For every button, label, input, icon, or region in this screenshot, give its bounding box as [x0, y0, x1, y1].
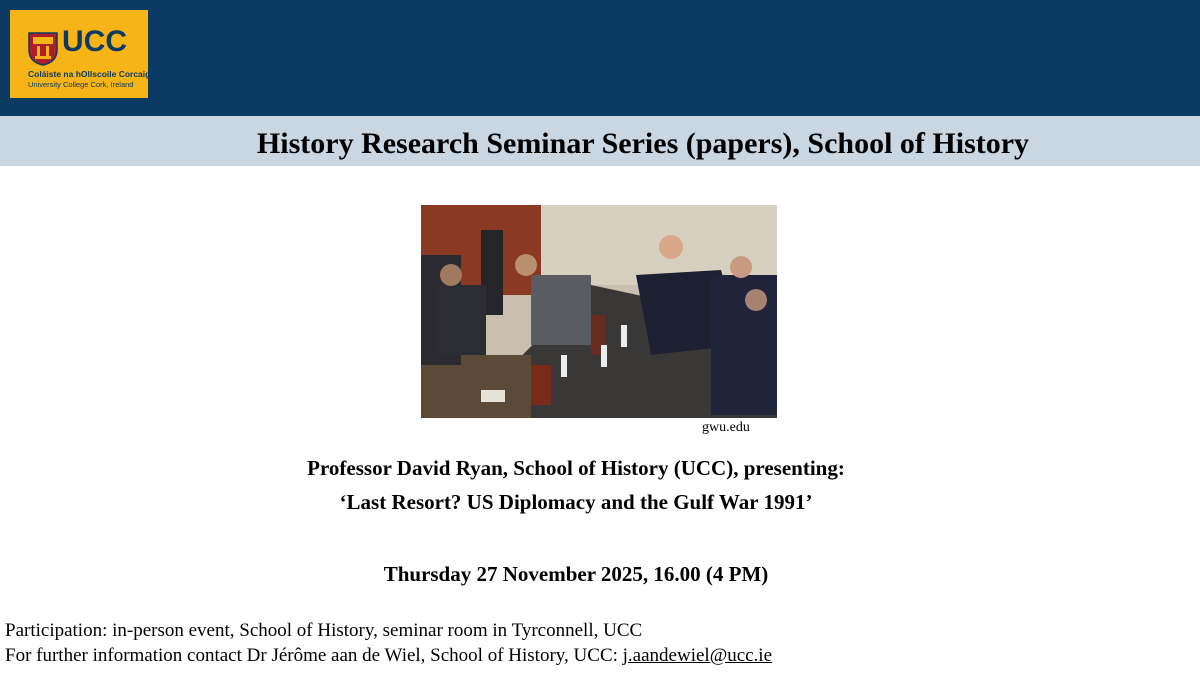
- logo-english-name: University College Cork, Ireland: [28, 80, 134, 89]
- contact-text: For further information contact Dr Jérôme aan de Wiel, School of History, UCC:: [5, 645, 623, 666]
- contact-email-link[interactable]: j.aandewiel@ucc.ie: [622, 645, 773, 666]
- talk-title: ‘Last Resort? US Diplomacy and the Gulf War 1991’: [339, 490, 813, 514]
- contact-info: [5, 645, 772, 667]
- ucc-crest-icon: [28, 32, 58, 66]
- logo-wordmark: UCC: [62, 25, 127, 58]
- participation-info: Participation: in-person event, School of History, seminar room in Tyrconnell, UCC: [5, 620, 643, 641]
- ucc-logo[interactable]: [10, 10, 156, 98]
- series-title: History Research Seminar Series (papers), School of History: [256, 127, 1030, 160]
- header-bar: [0, 0, 1200, 116]
- event-datetime: Thursday 27 November 2025, 16.00 (4 PM): [383, 562, 769, 586]
- diplomats-meeting-photo: [421, 205, 777, 418]
- presenter-line: Professor David Ryan, School of History (UCC), presenting:: [307, 456, 845, 480]
- photo-credit: gwu.edu: [702, 420, 750, 435]
- event-photo: [421, 205, 777, 418]
- logo-irish-name: Coláiste na hOllscoile Corcaigh: [28, 69, 156, 79]
